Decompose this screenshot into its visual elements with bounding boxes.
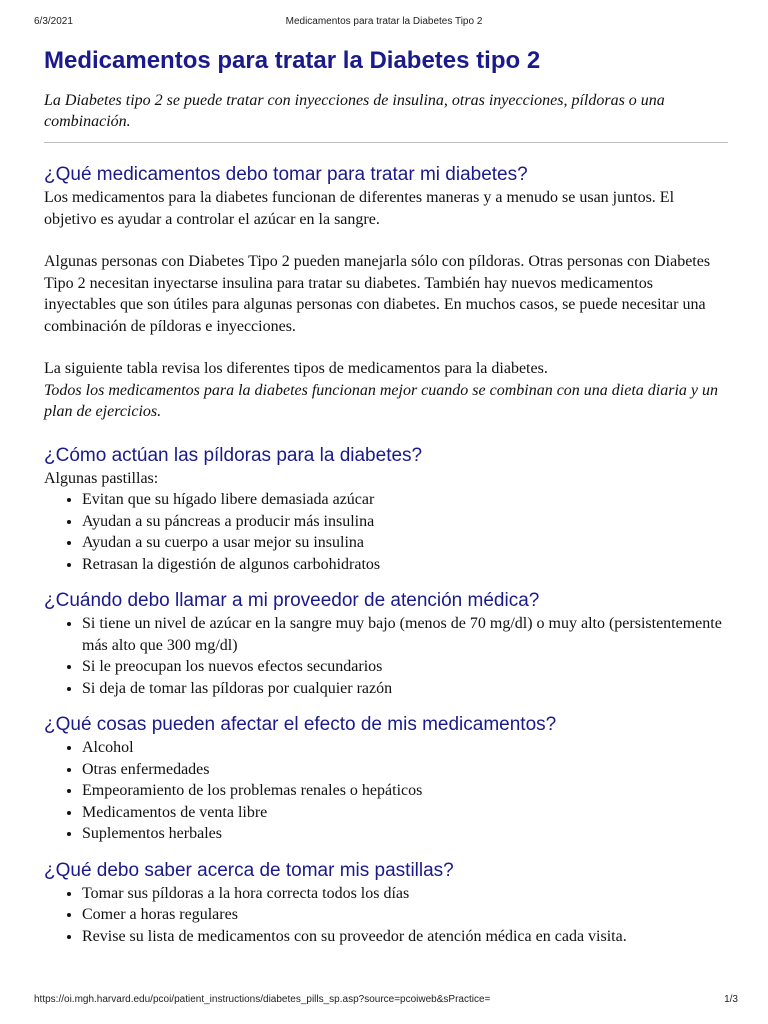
document-body bbox=[44, 46, 728, 961]
list-item: • Alcohol bbox=[82, 737, 728, 759]
list-item: • Otras enfermedades bbox=[82, 759, 728, 781]
list-item: • Si deja de tomar las píldoras por cualquier razón bbox=[82, 678, 728, 700]
section-heading: ¿Qué medicamentos debo tomar para tratar mi diabetes? bbox=[44, 164, 528, 185]
paragraph: Algunas personas con Diabetes Tipo 2 pueden manejarla sólo con píldoras. Otras personas con Diabetes Tipo 2 necesitan inyectarse insulina para tratar su diabetes. También hay nuevos medicamentos inyectables que son útiles para algunas personas con diabetes. En muchos casos, se puede necesitar una combinación de píldoras e inyecciones. bbox=[44, 253, 711, 335]
list-item: • Comer a horas regulares bbox=[82, 904, 728, 926]
list-item: • Tomar sus píldoras a la hora correcta todos los días bbox=[82, 883, 728, 905]
section-how-pills-work bbox=[44, 444, 728, 576]
list-item: • Revise su lista de medicamentos con su proveedor de atención médica en cada visita. bbox=[82, 926, 728, 948]
bullet-list bbox=[44, 489, 728, 575]
bullet-list bbox=[44, 737, 728, 845]
intro-text: La Diabetes tipo 2 se puede tratar con inyecciones de insulina, otras inyecciones, píldoras o una combinación. bbox=[44, 92, 665, 130]
list-item: • Ayudan a su páncreas a producir más insulina bbox=[82, 511, 728, 533]
section-taking-pills bbox=[44, 859, 728, 948]
list-item: • Si le preocupan los nuevos efectos secundarios bbox=[82, 656, 728, 678]
section-heading: ¿Cuándo debo llamar a mi proveedor de atención médica? bbox=[44, 590, 540, 611]
list-item: • Ayudan a su cuerpo a usar mejor su insulina bbox=[82, 532, 728, 554]
list-item: • Si tiene un nivel de azúcar en la sangre muy bajo (menos de 70 mg/dl) o muy alto (persistentemente más alto que 300 mg/dl) bbox=[82, 613, 728, 656]
print-date: 6/3/2021 bbox=[34, 16, 73, 27]
paragraph: La siguiente tabla revisa los diferentes tipos de medicamentos para la diabetes. bbox=[44, 360, 548, 377]
paragraph: Los medicamentos para la diabetes funcionan de diferentes maneras y a menudo se usan juntos. El objetivo es ayudar a controlar el azúcar en la sangre. bbox=[44, 189, 675, 228]
bullet-list bbox=[44, 613, 728, 699]
print-title: Medicamentos para tratar la Diabetes Tipo 2 bbox=[285, 16, 483, 27]
source-url: https://oi.mgh.harvard.edu/pcoi/patient_instructions/diabetes_pills_sp.asp?source=pcoiweb&sPractice= bbox=[34, 994, 491, 1005]
list-item: • Evitan que su hígado libere demasiada azúcar bbox=[82, 489, 728, 511]
section-heading: ¿Cómo actúan las píldoras para la diabetes? bbox=[44, 444, 423, 466]
section-which-medications bbox=[44, 163, 728, 423]
section-heading: ¿Qué cosas pueden afectar el efecto de mis medicamentos? bbox=[44, 714, 557, 735]
page-number: 1/3 bbox=[724, 994, 738, 1005]
list-item: • Empeoramiento de los problemas renales o hepáticos bbox=[82, 780, 728, 802]
section-what-affects bbox=[44, 713, 728, 845]
page-title: Medicamentos para tratar la Diabetes tipo 2 bbox=[44, 47, 541, 74]
divider bbox=[44, 142, 728, 143]
note-text: Todos los medicamentos para la diabetes funcionan mejor cuando se combinan con una dieta diaria y un plan de ejercicios. bbox=[44, 381, 719, 420]
list-item: • Suplementos herbales bbox=[82, 823, 728, 845]
list-lead: Algunas pastillas: bbox=[44, 469, 159, 487]
list-item: • Retrasan la digestión de algunos carbohidratos bbox=[82, 554, 728, 576]
section-heading: ¿Qué debo saber acerca de tomar mis pastillas? bbox=[44, 859, 454, 881]
list-item: • Medicamentos de venta libre bbox=[82, 802, 728, 824]
section-when-to-call bbox=[44, 589, 728, 699]
bullet-list bbox=[44, 883, 728, 948]
